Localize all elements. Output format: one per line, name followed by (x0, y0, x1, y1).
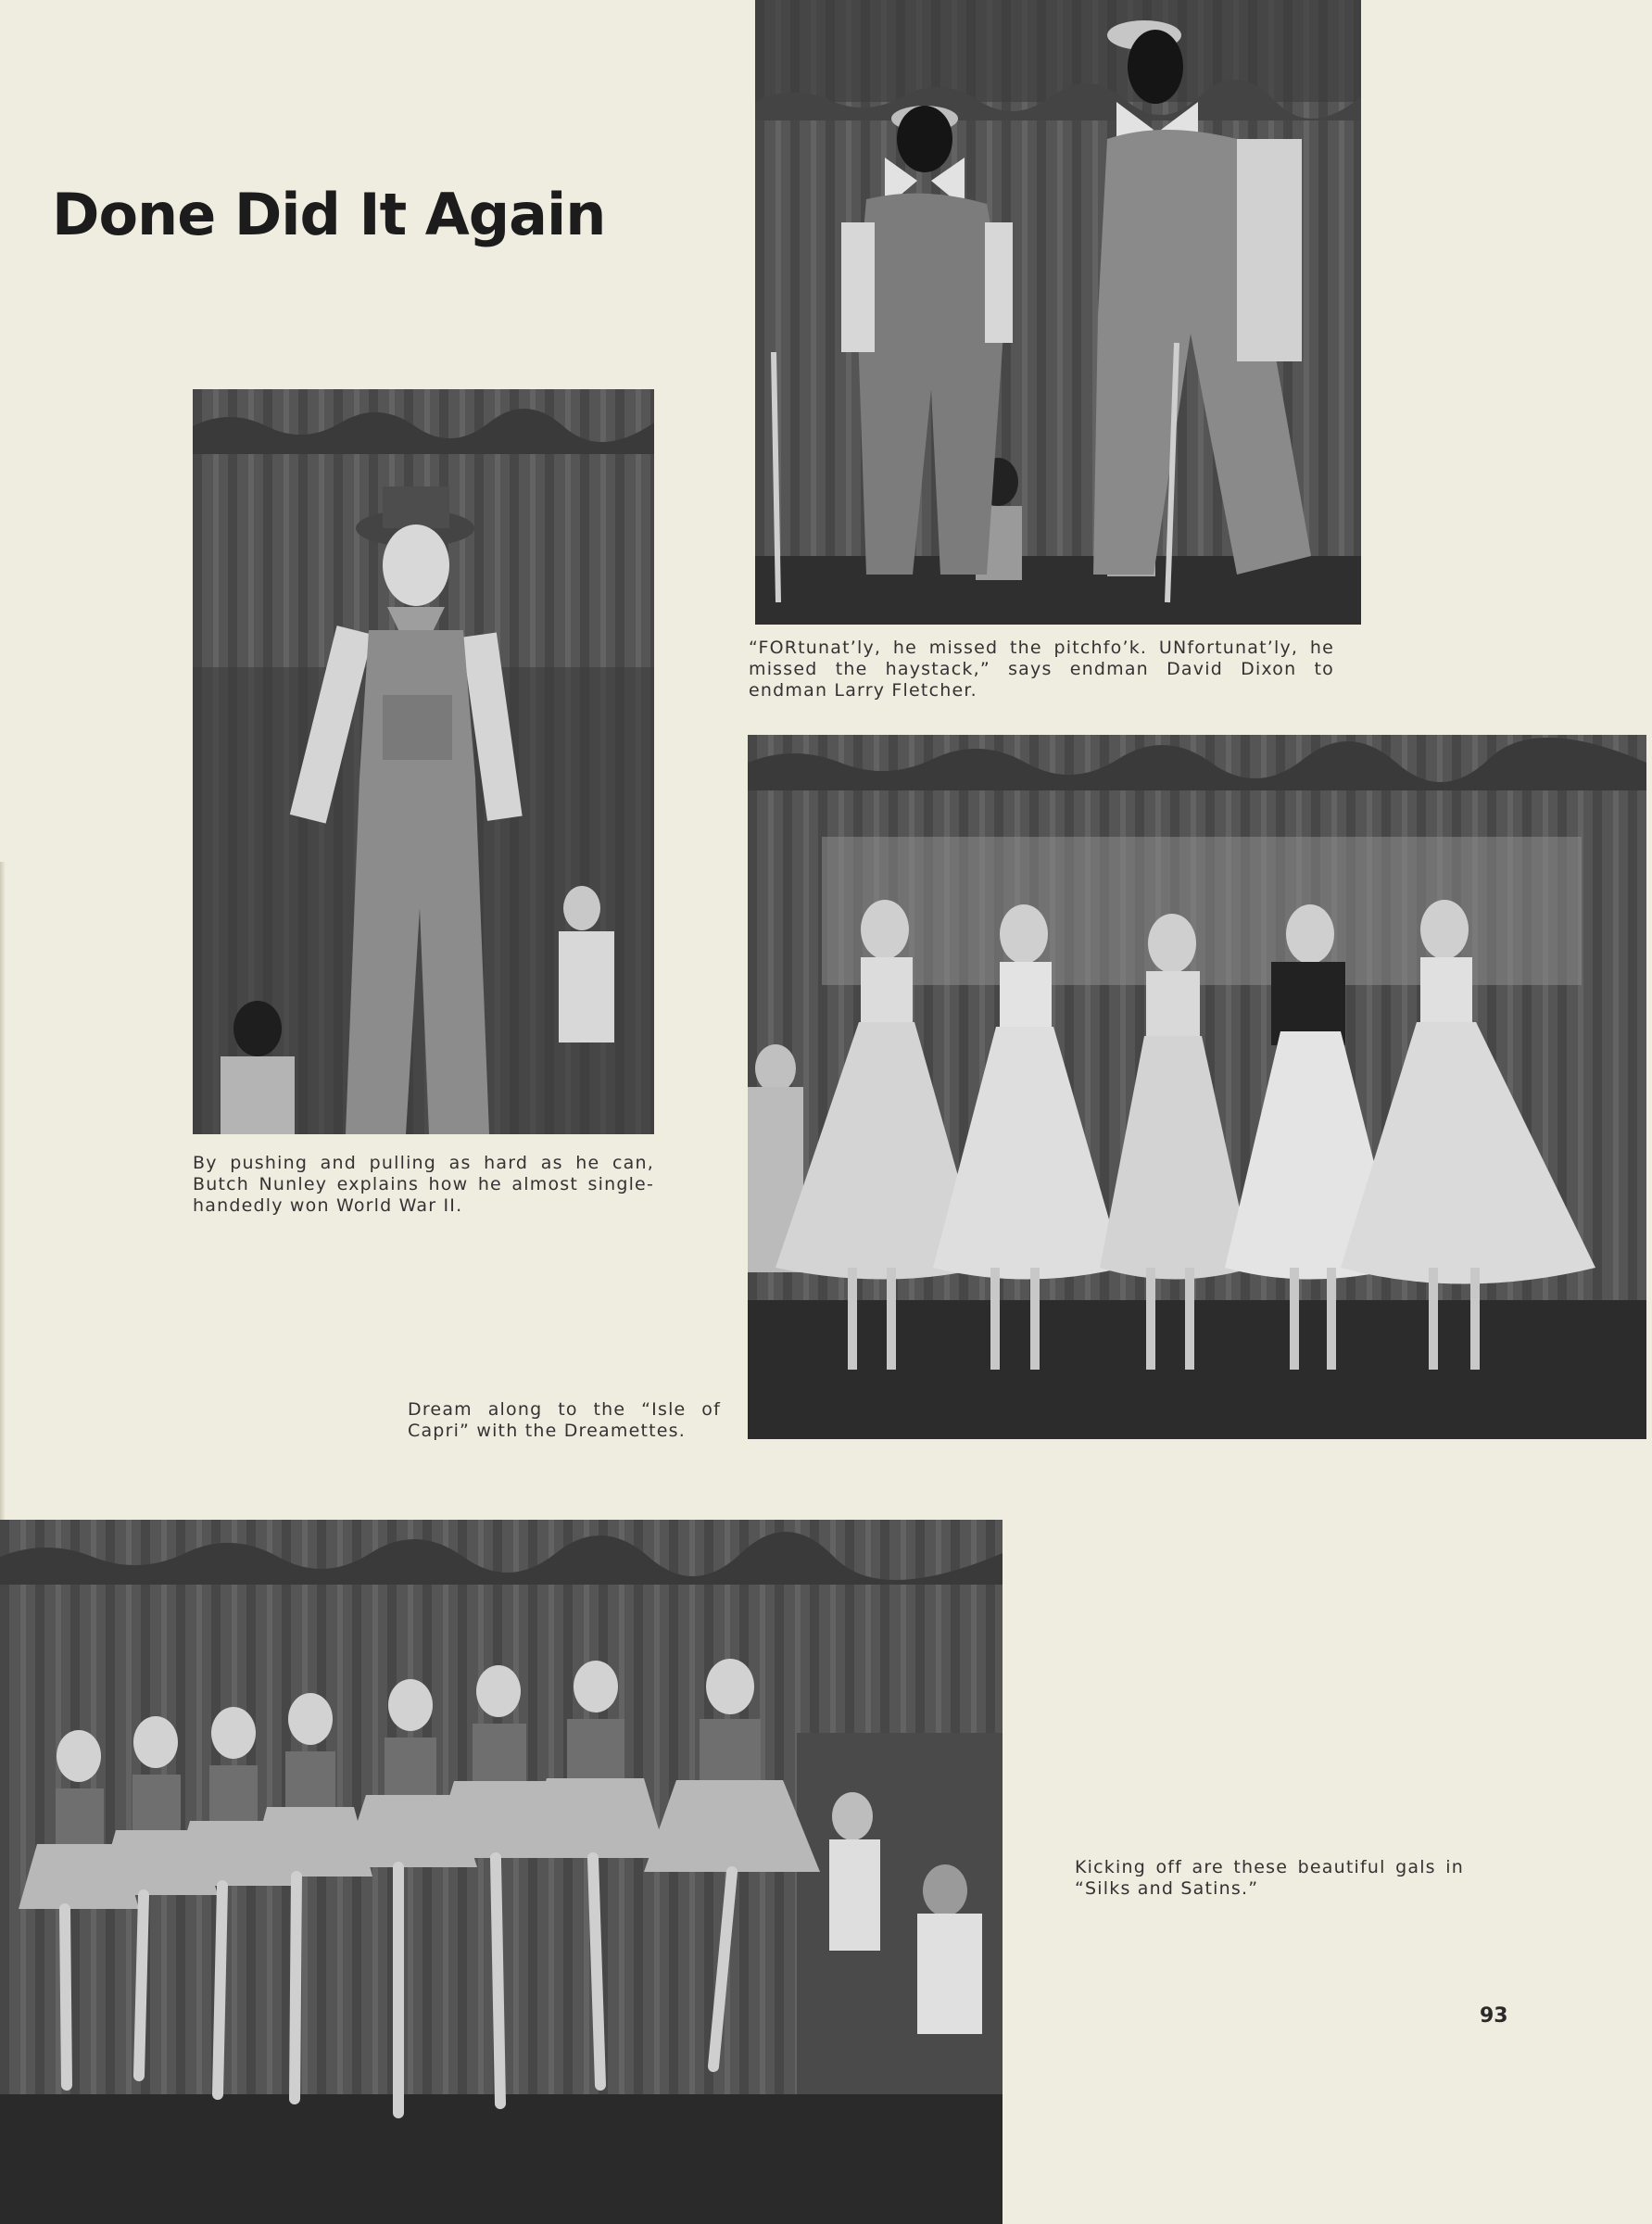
photo-endmen-image (755, 0, 1361, 625)
photo-dreamettes-image (748, 735, 1646, 1439)
page-number: 93 (1480, 2004, 1508, 2028)
photo-dancers (0, 1520, 1003, 2224)
caption-butch: By pushing and pulling as hard as he can, Butch Nunley explains how he almost single-handedly won World War II. (193, 1153, 654, 1216)
photo-butch (193, 389, 654, 1134)
photo-dancers-image (0, 1520, 1003, 2224)
photo-butch-image (193, 389, 654, 1134)
caption-endmen: “FORtunat’ly, he missed the pitchfo’k. UNfortunat’ly, he missed the haystack,” says endman David Dixon to endman Larry Fletcher. (749, 638, 1334, 701)
photo-dreamettes (748, 735, 1646, 1439)
photo-endmen (755, 0, 1361, 625)
caption-dreamettes: Dream along to the “Isle of Capri” with the Dreamettes. (408, 1399, 721, 1441)
caption-dancers: Kicking off are these beautiful gals in “Silks and Satins.” (1075, 1857, 1464, 1899)
page-headline: Done Did It Again (52, 181, 606, 248)
